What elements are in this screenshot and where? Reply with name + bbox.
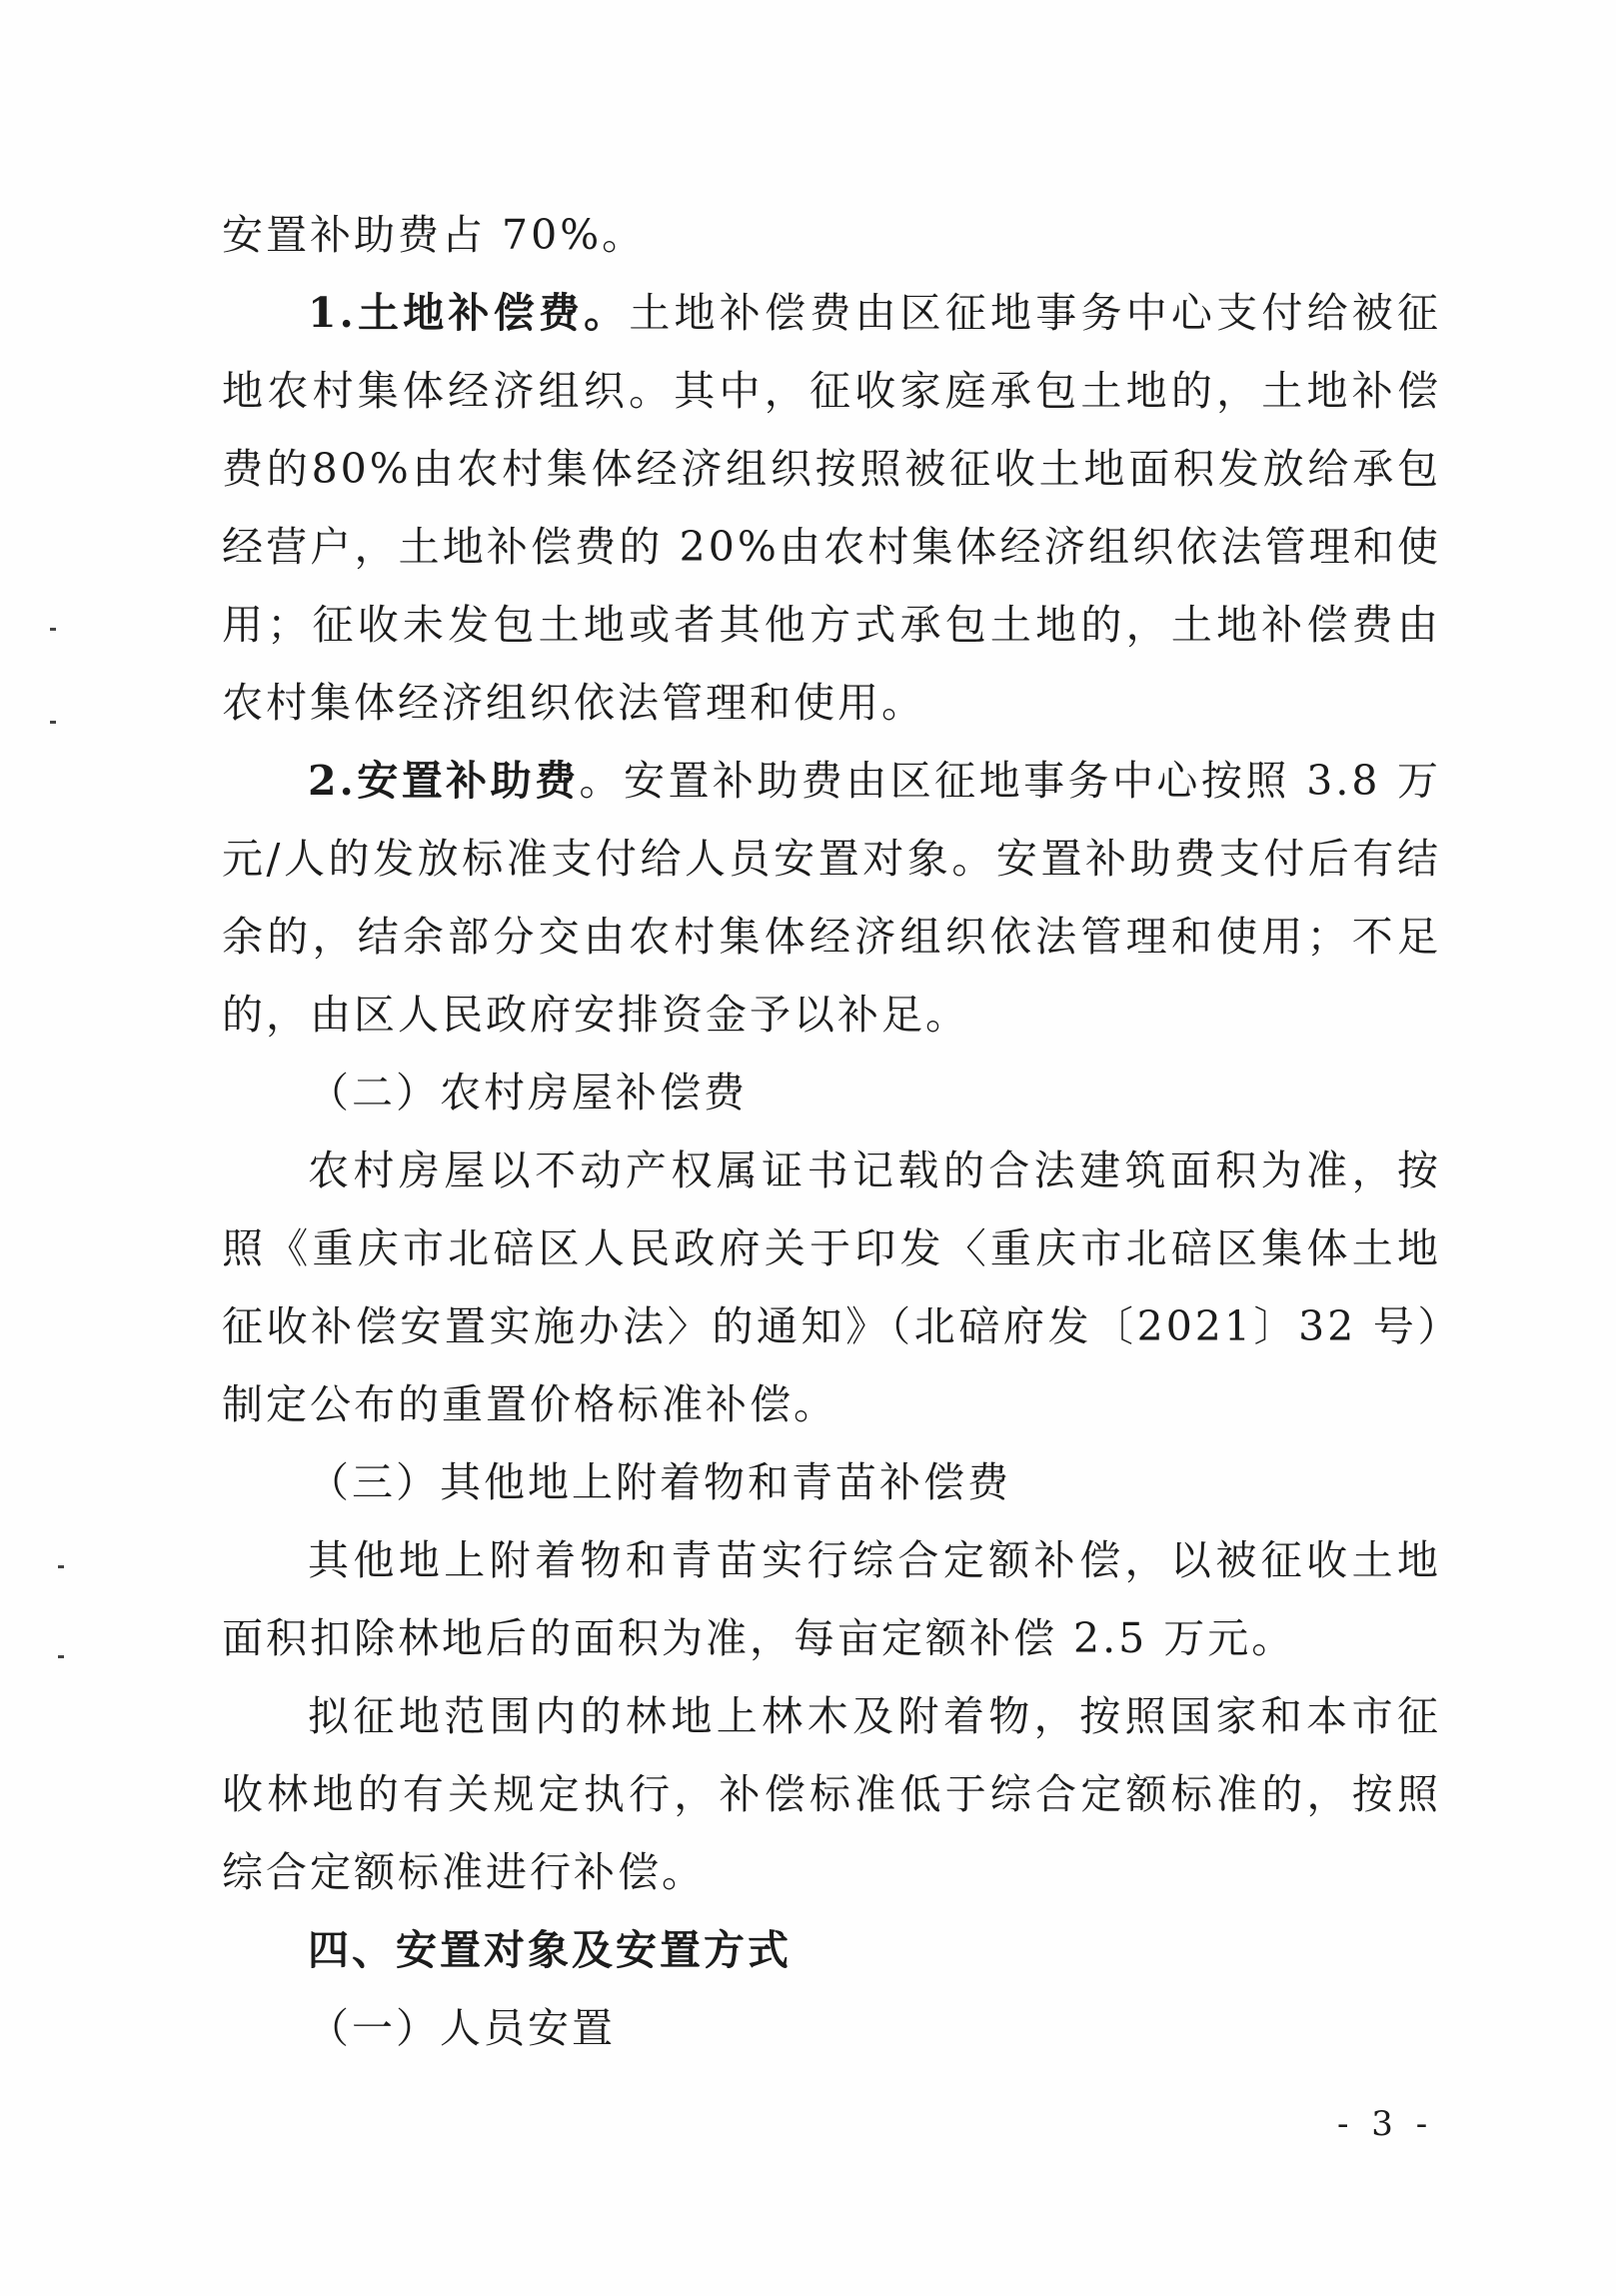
paragraph-house-compensation: 农村房屋以不动产权属证书记载的合法建筑面积为准，按照《重庆市北碚区人民政府关于印发〈重庆市北碚区集体土地征收补偿安置实施办法〉的通知》（北碚府发〔2021〕32 号）制定公布的重置价格标准补偿。 bbox=[222, 1147, 1441, 1428]
paragraph-forest-land: 拟征地范围内的林地上林木及附着物，按照国家和本市征收林地的有关规定执行，补偿标准低于综合定额标准的，按照综合定额标准进行补偿。 bbox=[222, 1692, 1441, 1896]
paragraph-lead: 1.土地补偿费。 bbox=[308, 289, 630, 337]
document-body bbox=[222, 196, 1441, 2067]
paragraph-text: 。安置补助费由区征地事务中心按照 3.8 万元/人的发放标准支付给人员安置对象。安置补助费支付后有结余的，结余部分交由农村集体经济组织依法管理和使用；不足的，由区人民政府安排资金予以补足。 bbox=[222, 757, 1441, 1039]
section-heading-house-compensation: （二）农村房屋补偿费 bbox=[308, 1069, 748, 1117]
paragraph-text: 土地补偿费由区征地事务中心支付给被征地农村集体经济组织。其中，征收家庭承包土地的，土地补偿费的80%由农村集体经济组织按照被征收土地面积发放给承包经营户，土地补偿费的 20%由农村集体经济组织依法管理和使用；征收未发包土地或者其他方式承包土地的，土地补偿费由农村集体经济组织依法管理和使用。 bbox=[222, 289, 1442, 727]
margin-mark bbox=[58, 1655, 64, 1658]
paragraph-lead: 2.安置补助费 bbox=[308, 757, 580, 805]
paragraph-resettlement-subsidy bbox=[222, 742, 1441, 1054]
paragraph-attachments-compensation: 其他地上附着物和青苗实行综合定额补偿，以被征收土地面积扣除林地后的面积为准，每亩定额补偿 2.5 万元。 bbox=[222, 1536, 1441, 1662]
section-heading-attachments-compensation: （三）其他地上附着物和青苗补偿费 bbox=[308, 1458, 1011, 1506]
margin-mark bbox=[50, 721, 56, 724]
section-heading-personnel-resettlement: （一）人员安置 bbox=[308, 2004, 616, 2052]
page-number: - 3 - bbox=[1337, 2104, 1434, 2144]
margin-mark bbox=[50, 628, 56, 631]
section-heading-resettlement: 四、安置对象及安置方式 bbox=[308, 1926, 792, 1974]
margin-mark bbox=[58, 1565, 64, 1568]
paragraph-continuation: 安置补助费占 70%。 bbox=[222, 211, 647, 259]
paragraph-land-compensation bbox=[222, 274, 1441, 742]
